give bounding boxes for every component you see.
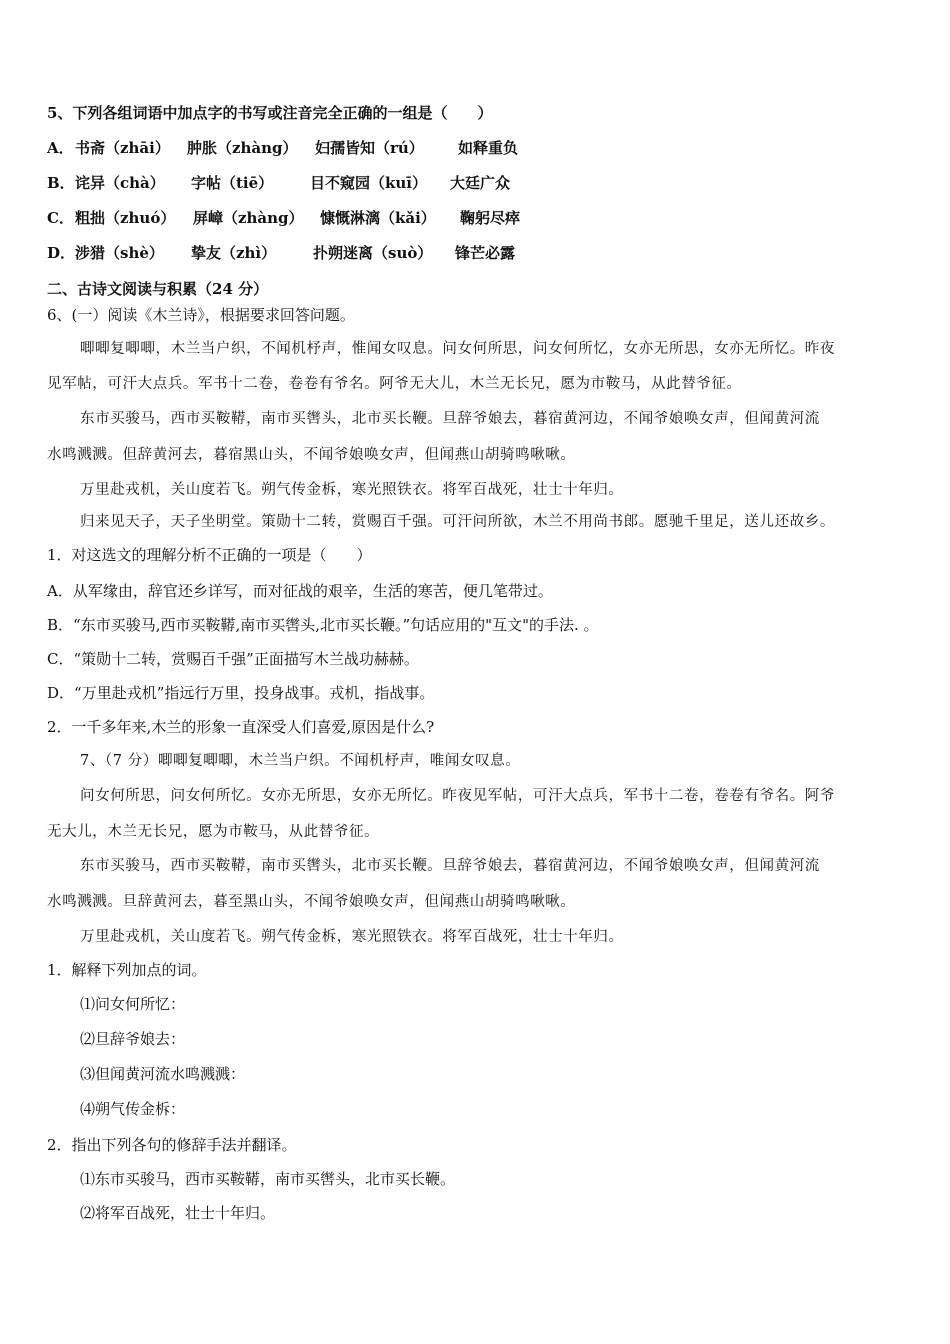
q7-sub1-item: ⑶但闻黄河流水鸣溅溅： [80,1065,246,1083]
q6-sub1-option-c: C．“策勋十二转，赏赐百千强”正面描写木兰战功赫赫。 [47,650,419,668]
q7-sub1-stem: 1．解释下列加点的词。 [47,961,207,979]
q6-poem-line: 见军帖，可汗大点兵。军书十二卷，卷卷有爷名。阿爷无大儿，木兰无长兄，愿为市鞍马，从此替爷征。 [47,376,742,392]
q5-option-b: B．诧异（chà） 字帖（tiē） 目不窥园（kuī） 大廷广众 [47,174,511,192]
q6-stem: 6、(一）阅读《木兰诗》，根据要求回答问题。 [47,306,355,324]
q7-sub2-item: ⑴东市买骏马，西市买鞍鞯，南市买辔头，北市买长鞭。 [80,1170,456,1188]
q5-option-a: A．书斋（zhāi） 肿胀（zhàng） 妇孺皆知（rú） 如释重负 [47,139,519,157]
q7-poem-line: 问女何所思，问女何所忆。女亦无所思，女亦无所忆。昨夜见军帖，可汗大点兵，军书十二卷，卷卷有爷名。阿爷 [80,788,835,804]
section-title: 二、古诗文阅读与积累（24 分） [47,280,269,298]
q6-sub1-option-d: D．“万里赴戎机”指远行万里，投身战事。戎机，指战事。 [47,684,435,702]
q5-option-d: D．涉猎（shè） 挚友（zhì） 扑朔迷离（suò） 锋芒必露 [47,244,516,262]
q7-sub2-stem: 2．指出下列各句的修辞手法并翻译。 [47,1136,297,1154]
q6-sub2-stem: 2．一千多年来,木兰的形象一直深受人们喜爱,原因是什么? [47,718,435,736]
q6-sub1-option-b: B．“东市买骏马,西市买鞍鞯,南市买辔头,北市买长鞭。”句话应用的"互文"的手法. 。 [47,616,599,634]
q7-sub1-item: ⑷朔气传金柝： [80,1100,186,1118]
q5-option-c: C．粗拙（zhuó） 屏嶂（zhàng） 慷慨淋漓（kǎi） 鞠躬尽瘁 [47,209,521,227]
q6-poem-line: 唧唧复唧唧，木兰当户织，不闻机杼声，惟闻女叹息。问女何所思，问女何所忆，女亦无所思，女亦无所忆。昨夜 [80,341,835,357]
q6-poem-line: 水鸣溅溅。但辞黄河去，暮宿黑山头，不闻爷娘唤女声，但闻燕山胡骑鸣啾啾。 [47,447,576,463]
q6-sub1-stem: 1．对这选文的理解分析不正确的一项是（ ） [47,546,372,564]
q6-poem-line: 万里赴戎机，关山度若飞。朔气传金柝，寒光照铁衣。将军百战死，壮士十年归。 [80,482,624,498]
q5-stem: 5、下列各组词语中加点字的书写或注音完全正确的一组是（ ） [47,104,493,122]
q7-poem-line: 无大儿，木兰无长兄，愿为市鞍马，从此替爷征。 [47,824,380,840]
q7-poem-line: 7、（7 分）唧唧复唧唧，木兰当户织。不闻机杼声，唯闻女叹息。 [80,753,521,769]
q6-sub1-option-a: A．从军缘由，辞官还乡详写，而对征战的艰辛，生活的寒苦，便几笔带过。 [47,582,553,600]
q7-poem-line: 东市买骏马，西市买鞍鞯，南市买辔头，北市买长鞭。旦辞爷娘去，暮宿黄河边，不闻爷娘唤女声，但闻黄河流 [80,858,820,874]
q7-sub1-item: ⑵旦辞爷娘去： [80,1030,186,1048]
q7-poem-line: 水鸣溅溅。旦辞黄河去，暮至黑山头，不闻爷娘唤女声，但闻燕山胡骑鸣啾啾。 [47,894,576,910]
q7-sub1-item: ⑴问女何所忆： [80,995,186,1013]
q7-sub2-item: ⑵将军百战死，壮士十年归。 [80,1204,276,1222]
q6-poem-line: 归来见天子，天子坐明堂。策勋十二转，赏赐百千强。可汗问所欲，木兰不用尚书郎。愿驰千里足，送儿还故乡。 [80,514,835,530]
q7-poem-line: 万里赴戎机，关山度若飞。朔气传金柝，寒光照铁衣。将军百战死，壮士十年归。 [80,929,624,945]
q6-poem-line: 东市买骏马，西市买鞍鞯，南市买辔头，北市买长鞭。旦辞爷娘去，暮宿黄河边，不闻爷娘唤女声，但闻黄河流 [80,411,820,427]
